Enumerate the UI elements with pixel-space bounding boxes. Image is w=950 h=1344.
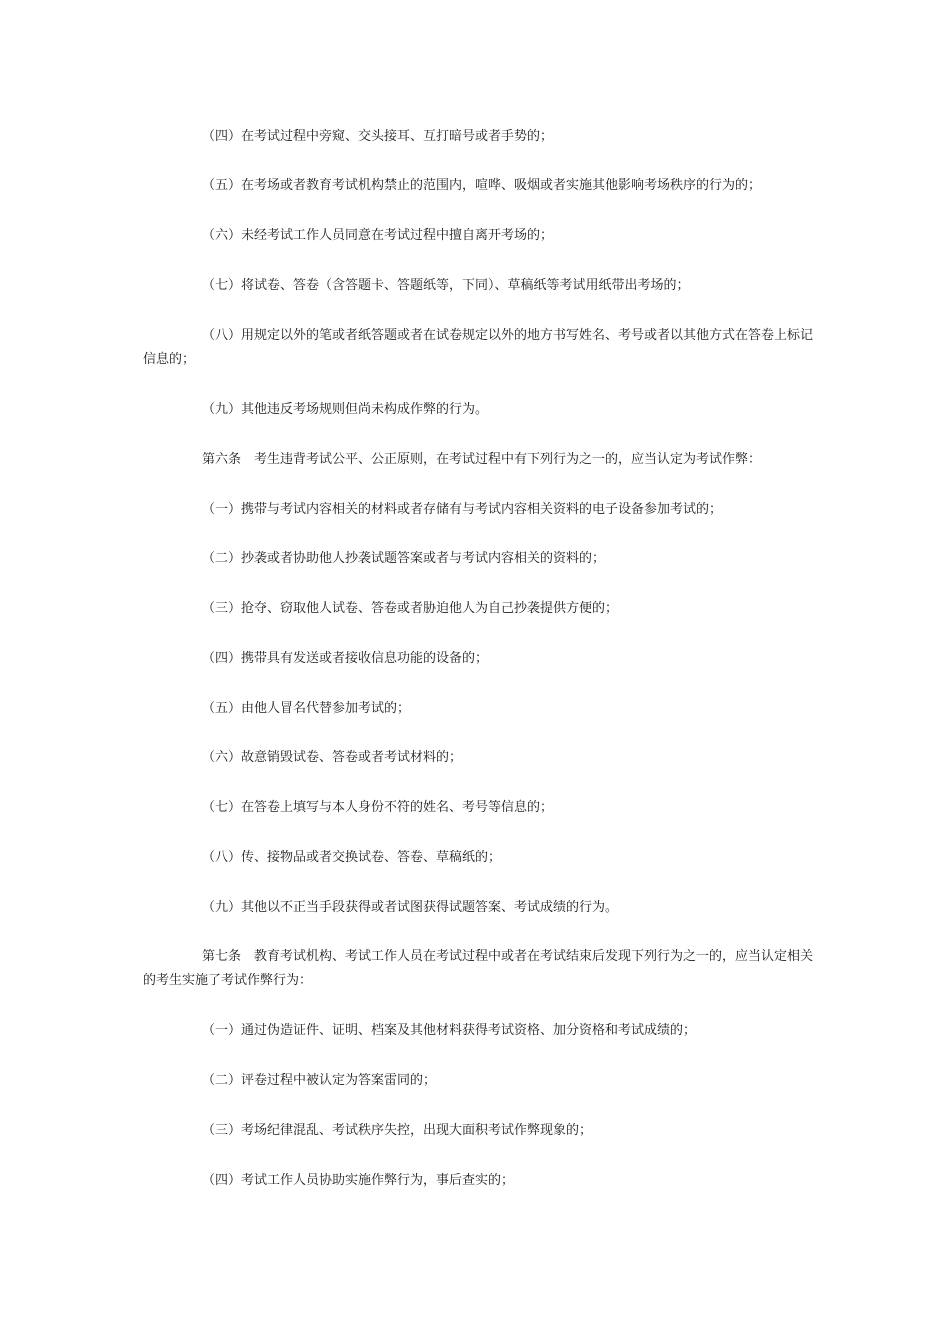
paragraph-19: （二）评卷过程中被认定为答案雷同的； [202, 1073, 437, 1088]
paragraph-13: （六）故意销毁试卷、答卷或者考试材料的； [202, 750, 463, 765]
paragraph-6: （九）其他违反考场规则但尚未构成作弊的行为。 [202, 402, 489, 417]
paragraph-2: （五）在考场或者教育考试机构禁止的范围内，喧哗、吸烟或者实施其他影响考场秩序的行为的； [202, 178, 762, 193]
paragraph-21: （四）考试工作人员协助实施作弊行为，事后查实的； [202, 1173, 515, 1188]
paragraph-10: （三）抢夺、窃取他人试卷、答卷或者胁迫他人为自己抄袭提供方便的； [202, 601, 619, 616]
article-6-heading: 第六条 考生违背考试公平、公正原则，在考试过程中有下列行为之一的，应当认定为考试作弊： [202, 452, 762, 467]
paragraph-16: （九）其他以不正当手段获得或者试图获得试题答案、考试成绩的行为。 [202, 900, 619, 915]
paragraph-5: （八）用规定以外的笔或者纸答题或者在试卷规定以外的地方书写姓名、考号或者以其他方式在答卷上标记信息的； [143, 328, 814, 367]
paragraph-8: （一）携带与考试内容相关的材料或者存储有与考试内容相关资料的电子设备参加考试的； [202, 502, 723, 517]
paragraph-3: （六）未经考试工作人员同意在考试过程中擅自离开考场的； [202, 228, 554, 243]
paragraph-14: （七）在答卷上填写与本人身份不符的姓名、考号等信息的； [202, 800, 554, 815]
paragraph-20: （三）考场纪律混乱、考试秩序失控，出现大面积考试作弊现象的； [202, 1123, 593, 1138]
paragraph-4: （七）将试卷、答卷（含答题卡、答题纸等，下同）、草稿纸等考试用纸带出考场的； [202, 278, 690, 293]
paragraph-18: （一）通过伪造证件、证明、档案及其他材料获得考试资格、加分资格和考试成绩的； [202, 1023, 697, 1038]
paragraph-15: （八）传、接物品或者交换试卷、答卷、草稿纸的； [202, 850, 502, 865]
paragraph-12: （五）由他人冒名代替参加考试的； [202, 701, 411, 716]
paragraph-1: （四）在考试过程中旁窥、交头接耳、互打暗号或者手势的； [202, 129, 554, 144]
paragraph-11: （四）携带具有发送或者接收信息功能的设备的； [202, 651, 489, 666]
article-7-heading: 第七条 教育考试机构、考试工作人员在考试过程中或者在考试结束后发现下列行为之一的，应当认定相关的考生实施了考试作弊行为： [143, 949, 814, 988]
paragraph-9: （二）抄袭或者协助他人抄袭试题答案或者与考试内容相关的资料的； [202, 551, 606, 566]
